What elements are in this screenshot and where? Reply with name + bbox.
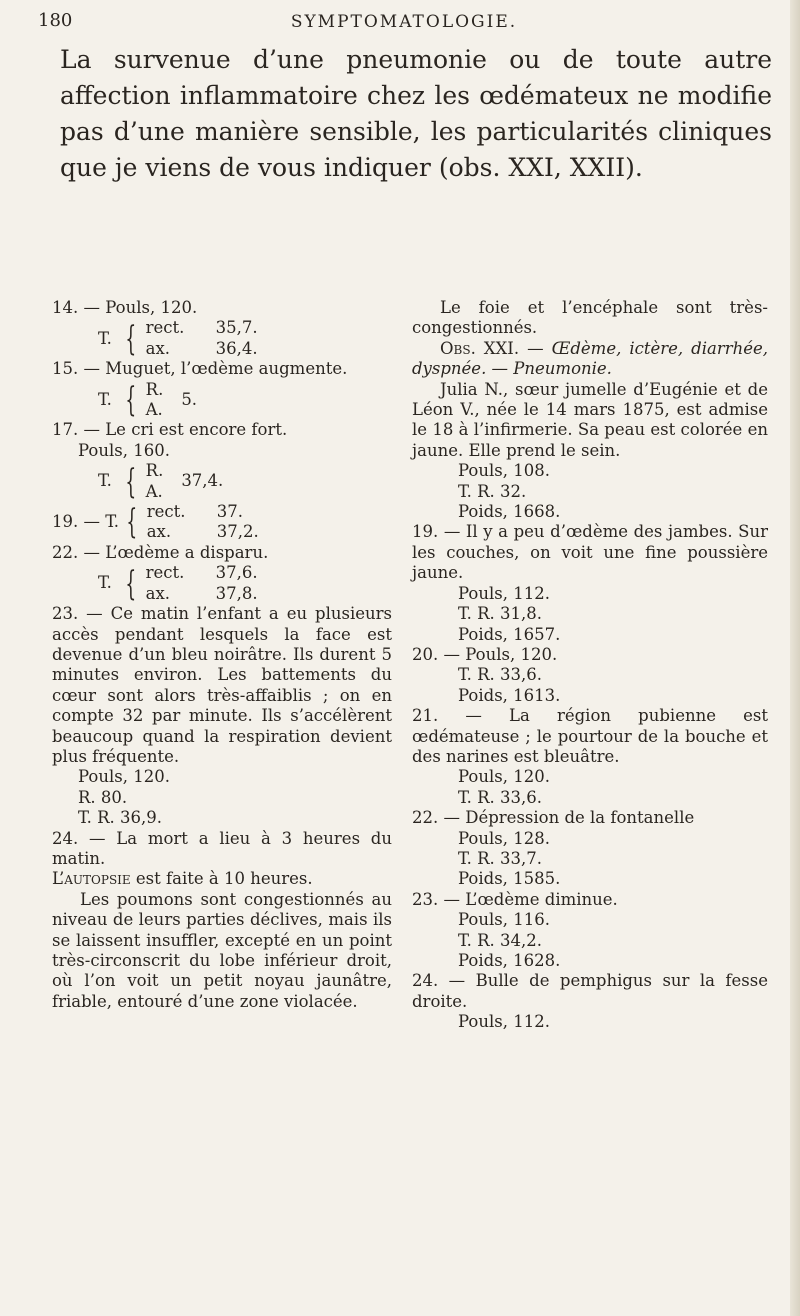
entry-24: 24. — La mort a lieu à 3 heures du matin.	[52, 828, 392, 868]
temp-block-22: T. { rect. 37,6. ax. 37,8.	[98, 563, 258, 604]
obs-heading: Obs. XXI. — Œdème, ictère, diarrhée, dyspnée. — Pneumonie.	[412, 338, 768, 379]
poids-1613: Poids, 1613.	[458, 685, 561, 705]
temp-31-8: T. R. 31,8.	[458, 604, 542, 624]
pouls-120: Pouls, 120.	[78, 767, 170, 787]
temp-block-17: T. { R. A. 37,4.	[98, 461, 224, 502]
pouls-116: Pouls, 116.	[458, 910, 550, 930]
poids-1585: Poids, 1585.	[458, 869, 561, 889]
entry-r24: 24. — Bulle de pemphigus sur la fesse droite.	[412, 971, 768, 1011]
pouls-112: Pouls, 112.	[458, 583, 550, 603]
temp-block-19: 19. — T. { rect. 37. ax. 37,2.	[52, 502, 259, 543]
liver-note: Le foie et l’encéphale sont très-congestionnés.	[412, 298, 768, 338]
page-number: 180	[38, 10, 73, 31]
pouls-112-b: Pouls, 112.	[458, 1012, 550, 1032]
entry-15: 15. — Muguet, l’œdème augmente.	[52, 359, 348, 379]
temp-33-6: T. R. 33,6.	[458, 665, 542, 685]
temp-block-14: T. { rect. 35,7. ax. 36,4.	[98, 318, 258, 359]
right-column	[412, 298, 768, 1033]
autopsy-findings: Les poumons sont congestionnés au niveau de leurs parties déclives, mais ils se laissent insuffler, excepté en un point très-circonscrit du lobe inférieur droit, où l’on voit un petit noyau jaunâtre, friable, entouré d’une zone violacée.	[52, 889, 392, 1011]
entry-r21: 21. — La région pubienne est œdémateuse ; le pourtour de la bouche et des narines est bleuâtre.	[412, 706, 768, 766]
intro-paragraph	[60, 42, 772, 186]
temp-block-15: T. { R. A. 5.	[98, 379, 198, 421]
patient-intro: Julia N., sœur jumelle d’Eugénie et de Léon V., née le 14 mars 1875, est admise le 18 à l’infirmerie. Sa peau est colorée en jaune. Elle prend le sein.	[412, 379, 768, 460]
temp-36-9: T. R. 36,9.	[78, 808, 162, 828]
page-edge-shadow	[790, 0, 800, 1316]
pouls-108: Pouls, 108.	[458, 461, 550, 481]
entry-14: 14. — Pouls, 120.	[52, 298, 198, 317]
temp-34-2: T. R. 34,2.	[458, 930, 542, 950]
pouls-120-b: Pouls, 120.	[458, 767, 550, 787]
poids-1668: Poids, 1668.	[458, 502, 561, 522]
left-column	[52, 298, 392, 1012]
page-header	[38, 10, 770, 40]
running-title: SYMPTOMATOLOGIE.	[290, 12, 518, 32]
entry-22: 22. — L’œdème a disparu.	[52, 542, 269, 562]
pouls-128: Pouls, 128.	[458, 828, 550, 848]
poids-1628: Poids, 1628.	[458, 951, 561, 970]
pouls-160: Pouls, 160.	[78, 440, 170, 460]
autopsy-line: L’autopsie est faite à 10 heures.	[52, 869, 313, 889]
intro-text: La survenue d’une pneumonie ou de toute autre affection inflammatoire chez les œdémateux ne modifie pas d’une manière sensible, les particularités cliniques que je viens de vous indiquer (obs. XXI, XXII).	[60, 45, 772, 182]
entry-r20: 20. — Pouls, 120.	[412, 644, 558, 664]
brace-glyph: {	[125, 318, 137, 359]
temp-32: T. R. 32.	[458, 481, 527, 501]
entry-23: 23. — Ce matin l’enfant a eu plusieurs accès pendant lesquels la face est devenue d’un bleu noirâtre. Ils durent 5 minutes environ. Les battements du cœur sont alors très-affaiblis ; on en compte 32 par minute. Ils s’accélèrent beaucoup quand la respiration devient plus fréquente.	[52, 604, 392, 766]
entry-r23: 23. — L’œdème diminue.	[412, 889, 618, 909]
temp-33-6-b: T. R. 33,6.	[458, 787, 542, 807]
poids-1657: Poids, 1657.	[458, 624, 561, 644]
entry-r22: 22. — Dépression de la fontanelle	[412, 808, 695, 828]
entry-r19: 19. — Il y a peu d’œdème des jambes. Sur les couches, on voit une fine poussière jaune.	[412, 522, 768, 583]
resp-80: R. 80.	[78, 787, 128, 807]
temp-33-7: T. R. 33,7.	[458, 848, 542, 868]
entry-17: 17. — Le cri est encore fort.	[52, 420, 288, 440]
